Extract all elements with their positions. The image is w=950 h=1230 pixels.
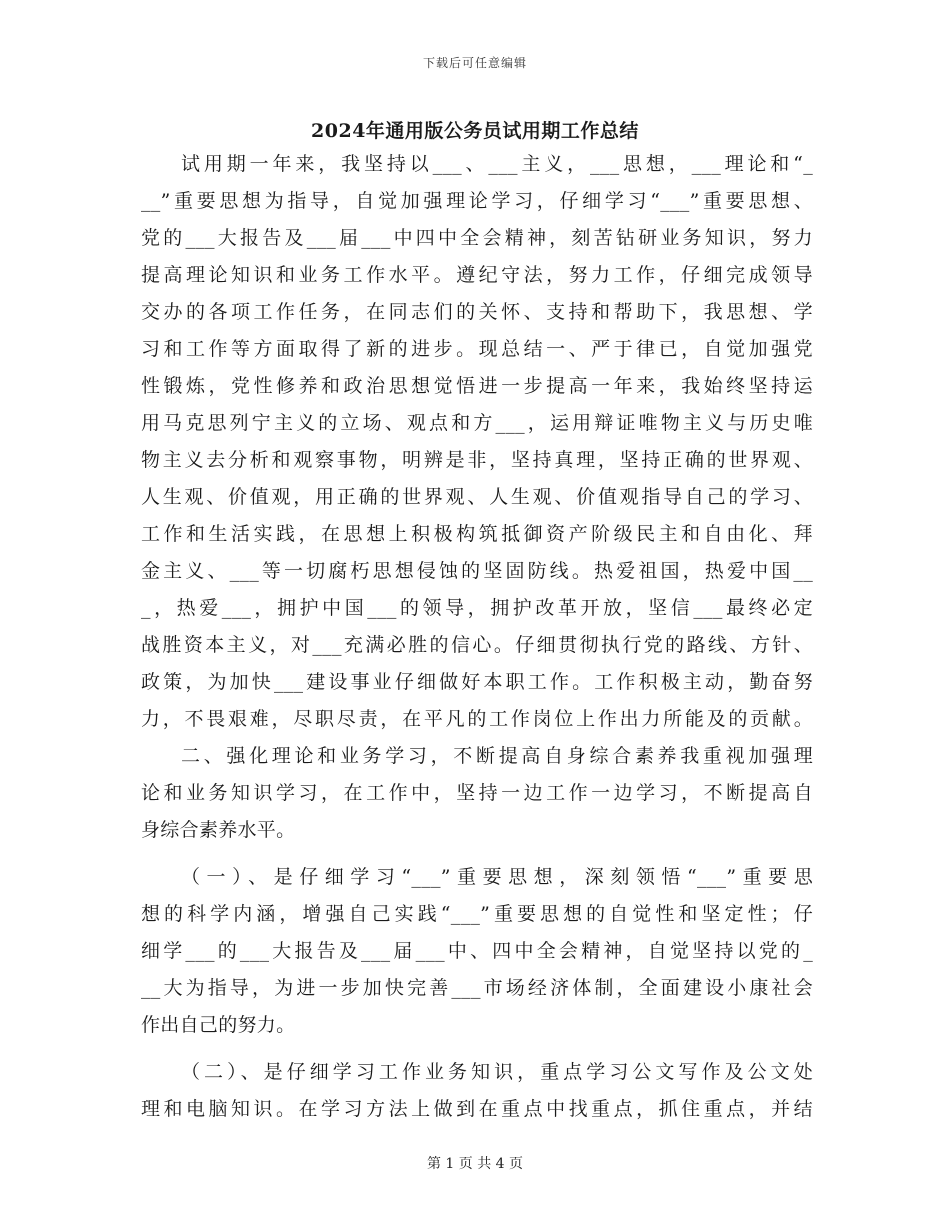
paragraph-2: [141, 738, 813, 849]
text-line: （二）、是仔细学习工作业务知识，重点学习公文写作及公文处: [181, 1061, 813, 1083]
text-line: 试用期一年来，我坚持以___、___主义，___思想，___理论和“_: [181, 153, 813, 175]
text-line: 论和业务知识学习，在工作中，坚持一边工作一边学习，不断提高自: [141, 782, 813, 804]
header-note: 下载后可任意编辑: [422, 56, 527, 70]
text-line: 性锻炼，党性修养和政治思想觉悟进一步提高一年来，我始终坚持运: [141, 375, 813, 397]
text-line: 工作和生活实践，在思想上积极构筑抵御资产阶级民主和自由化、拜: [141, 523, 813, 545]
text-line: （一）、是仔细学习“___”重要思想，深刻领悟“___”重要思: [181, 866, 813, 888]
paragraph-3: [141, 859, 813, 1044]
text-line: 政策，为加快___建设事业仔细做好本职工作。工作积极主动，勤奋努: [141, 671, 813, 693]
text-line: 理和电脑知识。在学习方法上做到在重点中找重点，抓住重点，并结: [141, 1098, 813, 1120]
text-line: 党的___大报告及___届___中四中全会精神，刻苦钻研业务知识，努力: [141, 227, 813, 249]
text-line: 人生观、价值观，用正确的世界观、人生观、价值观指导自己的学习、: [141, 486, 813, 508]
text-line: 力，不畏艰难，尽职尽责，在平凡的工作岗位上作出力所能及的贡献。: [141, 708, 813, 730]
paragraph-4: [141, 1054, 813, 1128]
paragraph-gap: [141, 1044, 813, 1054]
text-line: 物主义去分析和观察事物，明辨是非，坚持真理，坚持正确的世界观、: [141, 449, 813, 471]
text-line: 习和工作等方面取得了新的进步。现总结一、严于律已，自觉加强党: [141, 338, 813, 360]
text-line: _，热爱___，拥护中国___的领导，拥护改革开放，坚信___最终必定: [141, 597, 813, 619]
document-body: [141, 146, 813, 1128]
page-number: 第 1 页 共 4 页: [426, 1156, 524, 1172]
paragraph-1: [141, 146, 813, 738]
text-line: 战胜资本主义，对___充满必胜的信心。仔细贯彻执行党的路线、方针、: [141, 634, 813, 656]
document-title: 2024年通用版公务员试用期工作总结: [311, 120, 639, 142]
text-line: 作出自己的努力。: [141, 1014, 296, 1036]
text-line: __大为指导，为进一步加快完善___市场经济体制，全面建设小康社会: [141, 977, 813, 999]
text-line: __”重要思想为指导，自觉加强理论学习，仔细学习“___”重要思想、: [141, 190, 813, 212]
text-line: 交办的各项工作任务，在同志们的关怀、支持和帮助下，我思想、学: [141, 301, 813, 323]
text-line: 用马克思列宁主义的立场、观点和方___，运用辩证唯物主义与历史唯: [141, 412, 813, 434]
text-line: 提高理论知识和业务工作水平。遵纪守法，努力工作，仔细完成领导: [141, 264, 813, 286]
text-line: 想的科学内涵，增强自己实践“___”重要思想的自觉性和坚定性；仔: [141, 903, 813, 925]
text-line: 身综合素养水平。: [141, 819, 296, 841]
text-line: 二、强化理论和业务学习，不断提高自身综合素养我重视加强理: [181, 745, 813, 767]
text-line: 金主义、___等一切腐朽思想侵蚀的坚固防线。热爱祖国，热爱中国__: [141, 560, 813, 582]
paragraph-gap: [141, 849, 813, 859]
text-line: 细学___的___大报告及___届___中、四中全会精神，自觉坚持以党的_: [141, 940, 813, 962]
